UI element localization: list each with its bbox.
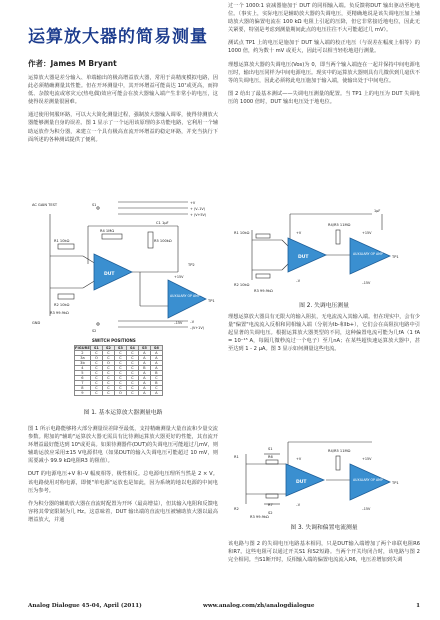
r4-label: R4/R5 11MΩ [328, 449, 351, 453]
switch-table [74, 345, 163, 396]
table-row [75, 391, 163, 396]
table-cell: 5 [75, 371, 91, 376]
table-cell: C [102, 356, 114, 361]
paragraph: 作为积分器的辅助放大器在直流时配置为开环（最高增益），但其输入电阻和反馈电容将其带宽限制为几 Hz。这意味着，DUT 输出端的直流电压被辅助放大器以最高增益放大，并通 [28, 500, 218, 523]
figure-2-schematic [232, 200, 416, 296]
table-cell: 6 [75, 376, 91, 381]
r1-label: R1 10kΩ [54, 239, 70, 243]
paragraph: 理想运算放大器具有无限大的输入阻抗，无电流流入其输入端。但在现实中，会有少量"偏置"电流流入反相和同相输入端（分别为Ib-和Ib+），它们会在高阻抗电路中引起显著的失调电压。根据运算放大器类型的不同，这种偏置电流可能为几fA（1 fA = 10⁻¹⁵ A，每隔几微秒流过一个电子）至几nA；在某些超快速运算放大器中，甚至达到 1 - 2 μA。图 3 显示如何测量这些电流。 [228, 314, 420, 353]
v15m-label: –15V [174, 321, 183, 325]
table-cell: C [90, 361, 102, 366]
v15p-label: +15V [174, 275, 184, 279]
table-cell: A [138, 351, 150, 356]
table-cell: A [138, 391, 150, 396]
figure-1 [28, 196, 218, 336]
table-cell: A [138, 356, 150, 361]
supply-label: –(V+1V) [190, 326, 204, 330]
paragraph: 通过使用伺服环路，可以大大简化测量过程，强制放大器输入调零，使得待测放大器能够测量自身的误差。图 1 显示了一个运用该原理的多功能电路，它利用一个辅助运放作为积分器，来建立一个具有极高直流开环增益的稳定环路，并充当执行下面所述的各种测试提供了便利。 [28, 112, 218, 143]
table-cell: C [114, 376, 126, 381]
table-cell: C [114, 371, 126, 376]
v15p-label: +15V [362, 231, 372, 235]
r3-label: R3 99.9kΩ [250, 515, 269, 519]
paragraph: 图 2 给出了最基本测试——失调电压测量的配置。当 TP1 上的电压为 DUT 失调电压的 1000 倍时，DUT 输出电压处于地电位。 [228, 90, 420, 105]
table-cell: B [150, 381, 162, 386]
aux-label: AUXILIARY OP AMP [353, 252, 383, 256]
table-cell: C [102, 366, 114, 371]
aux-opamp-icon [350, 464, 390, 500]
left-column-lower [28, 420, 218, 524]
v15m-label: –15V [362, 281, 371, 285]
vminus-label: –V [296, 503, 301, 507]
table-cell: 3a [75, 356, 91, 361]
table-cell: B [138, 366, 150, 371]
r4-label: R4 1MΩ [100, 229, 115, 233]
s1-label: S1 [92, 203, 97, 207]
table-header: FIGURE [75, 346, 90, 350]
table-cell: C [102, 386, 114, 391]
aux-label: AUXILIARY OP AMP [353, 478, 383, 482]
ac-gain-label: AC GAIN TEST [32, 203, 58, 207]
paragraph: 测试点 TP1 上的电压是施加于 DUT 输入端的校正电压（与误差在幅度上相等）的 1000 倍，约为数十 mV 或更大，因此可以相当轻松地进行测量。 [228, 40, 420, 55]
r1-label: R1 [234, 455, 239, 459]
figure-3 [232, 428, 416, 520]
table-cell: C [90, 371, 102, 376]
figure-2-caption: 图 2. 失调电压测量 [299, 303, 349, 309]
r2-label: R2 10kΩ [234, 283, 250, 287]
author-line: 作者：James M Bryant [28, 59, 117, 68]
figure-1-schematic [28, 196, 218, 336]
aux-opamp-icon [350, 238, 390, 274]
table-cell: 7 [75, 381, 91, 386]
table-header: S3 [114, 346, 126, 351]
footer-publication: Analog Dialogue 45-04, April (2011) [28, 603, 142, 609]
table-cell: C [150, 376, 162, 381]
table-cell: 9 [75, 391, 91, 396]
table-cell: C [114, 351, 126, 356]
switch-table-title: SWITCH POSITIONS [92, 338, 136, 343]
vminus-label: –V [296, 279, 301, 283]
r7-label: R7 [268, 503, 273, 507]
table-cell: C [90, 351, 102, 356]
paragraph: 过一个 1000:1 衰减器施加于 DUT 的同相输入端。负反馈将DUT 输出驱动至地电位。（事实上，实际电压是辅助放大器的失调电压，更精确地说是该失调电压加上辅助放大器的偏置电流在 100 kΩ 电阻上引起的压降，但它非常接近地电位，因此无关紧要，特别是考虑到测量期间此点的电压往往不大可能超过几 mV）。 [228, 3, 420, 34]
table-cell: C [114, 386, 126, 391]
table-cell: C [126, 356, 138, 361]
table-cell: C [150, 386, 162, 391]
tp1-label: TP1 [392, 255, 399, 259]
table-cell: O [90, 356, 102, 361]
table-cell: C [90, 366, 102, 371]
supply-label: +V [190, 201, 196, 205]
table-cell: C [114, 361, 126, 366]
table-cell: A [150, 356, 162, 361]
right-column [228, 2, 420, 106]
v15m-label: –15V [362, 507, 371, 511]
table-cell: 2 [75, 351, 91, 356]
c1-label: C1 1μF [156, 221, 169, 225]
r1-label: R1 10kΩ [234, 231, 250, 235]
gnd-label: GND [32, 321, 41, 325]
s2-label: S2 [92, 329, 97, 333]
tp1-label: TP1 [392, 481, 399, 485]
table-cell: C [114, 381, 126, 386]
paragraph: 运算放大器是差分输入、单端输出的极高增益放大器，常用于高精度模拟电路，因此必须精确测量其性能。但在开环测量中，其开环增益可能高达 10⁷或更高，而抑低、杂散电流或寒灾元(热电偶)效应可能会在放大器输入端产生非常小的电压，这使得误差测量很困难。 [28, 75, 218, 106]
aux-label: AUXILIARY OP AMP [170, 294, 200, 298]
table-cell: C [90, 376, 102, 381]
table-header: S6 [150, 346, 162, 351]
tp1-label: TP1 [208, 299, 215, 303]
table-cell: 8 [75, 386, 91, 391]
table-cell: A [138, 371, 150, 376]
figure-3-schematic [232, 428, 416, 520]
table-cell: A [138, 361, 150, 366]
figure-3-caption: 图 3. 失调和偏置电流测量 [290, 525, 358, 531]
table-cell: C [102, 376, 114, 381]
article-title: 运算放大器的简易测量 [28, 27, 208, 47]
table-cell: A [138, 376, 150, 381]
table-cell: A [150, 351, 162, 356]
aux-opamp-icon [168, 280, 206, 318]
cap-label: 1μF [374, 209, 381, 213]
table-cell: C [126, 371, 138, 376]
v15p-label: +15V [362, 457, 372, 461]
table-cell: O [114, 391, 126, 396]
paragraph: 该电路与图 2 的失调电压电路基本相同，只是DUT输入端增加了两个串联电阻R6 和R7。这些电阻可以通过开关S1 和S2短路。当两个开关均闭合时，该电路与图 2 完全相同。当S1断开时，反相输入端的偏置电流流入R6，电压差增加到失调 [228, 541, 420, 564]
dut-label: DUT [296, 480, 307, 485]
r3-label: R3 99.9kΩ [50, 311, 69, 315]
tp2-label: TP2 [188, 263, 195, 267]
table-cell: C [126, 351, 138, 356]
page-footer [28, 603, 420, 613]
figure-2 [232, 200, 416, 296]
table-header: S5 [138, 346, 150, 351]
table-cell: C [102, 391, 114, 396]
vplus-label: +V [296, 457, 302, 461]
table-cell: 3b [75, 361, 91, 366]
right-column-middle [228, 313, 420, 353]
table-header: S1 [90, 346, 102, 351]
supply-label: + (V–1V) [190, 207, 206, 211]
dut-label: DUT [104, 272, 115, 277]
s1-label: S1 [268, 447, 273, 451]
table-cell: C [126, 366, 138, 371]
right-column-lower [228, 540, 420, 564]
table-cell: C [126, 381, 138, 386]
table-cell: C [102, 371, 114, 376]
paragraph: 图 1 所示电路能够将大部分测量误差降至最低，支持精确测量大量直流和少量交流参数。附加的"辅助"运算放大器无需具有比待测运算放大器更好的性能，其直流开环增益最好能达到 10⁶或更高。如果待测器件(DUT)的失调电压可能超过几mV，则辅助运放应采用±15 V电源供电（如果DUT的输入失调电压可能超过 10 mV，则需要减小 99.9 kΩ电阻R3 的阻值）。 [28, 426, 218, 465]
r6-label: R6 [268, 455, 273, 459]
footer-url[interactable]: www.analog.com/zh/analogdialogue [203, 603, 315, 609]
table-cell: C [114, 366, 126, 371]
table-cell: A [138, 381, 150, 386]
figure-1-caption: 图 1. 基本运算放大器测量电路 [83, 410, 163, 416]
table-cell: C [90, 386, 102, 391]
r2-label: R2 [234, 507, 239, 511]
table-header: S2 [102, 346, 114, 351]
table-cell: A [150, 366, 162, 371]
table-cell: C [126, 391, 138, 396]
paragraph: 理想运算放大器的失调电压(Vos)为 0，即当两个输入端连在一起并保持中间电源电压时，输出电压同样为中间电源电压。现实中的运算放大器则具有几微伏到几毫伏不等的失调电压，因此必须将此电压施加于输入端，使输出处于中间电位。 [228, 61, 420, 84]
dut-label: DUT [298, 255, 309, 260]
s2-label: S2 [268, 511, 273, 515]
table-cell: 4 [75, 366, 91, 371]
r4-label: R4/R5 11MΩ [328, 223, 351, 227]
table-cell: A [150, 361, 162, 366]
supply-label: –V [190, 320, 195, 324]
table-cell: A [138, 386, 150, 391]
r3-label: R3 99.9kΩ [254, 289, 273, 293]
table-cell: O [102, 361, 114, 366]
table-cell: C [126, 361, 138, 366]
vplus-label: +V [296, 231, 302, 235]
table-cell: C [114, 356, 126, 361]
table-header: S4 [126, 346, 138, 351]
table-cell: C [90, 391, 102, 396]
r5-label: R5 100kΩ [154, 239, 172, 243]
left-column [28, 26, 218, 144]
table-cell: C [90, 381, 102, 386]
table-cell: C [126, 376, 138, 381]
supply-label: + (V+5V) [190, 213, 207, 217]
paragraph: DUT 的电源电压+V 和–V 幅度相等，极性相反。总电源电压理所当然是 2 × V。该电路使用对称电源，即便"单电源"运放也是如此，因为系统的地以电源的中间电压为参考。 [28, 471, 218, 494]
page-number: 1 [416, 603, 420, 609]
table-cell: A [150, 391, 162, 396]
table-cell: C [102, 351, 114, 356]
table-cell: C [126, 386, 138, 391]
table-cell: C [102, 381, 114, 386]
r2-label: R2 10kΩ [54, 303, 70, 307]
table-cell: B [150, 371, 162, 376]
